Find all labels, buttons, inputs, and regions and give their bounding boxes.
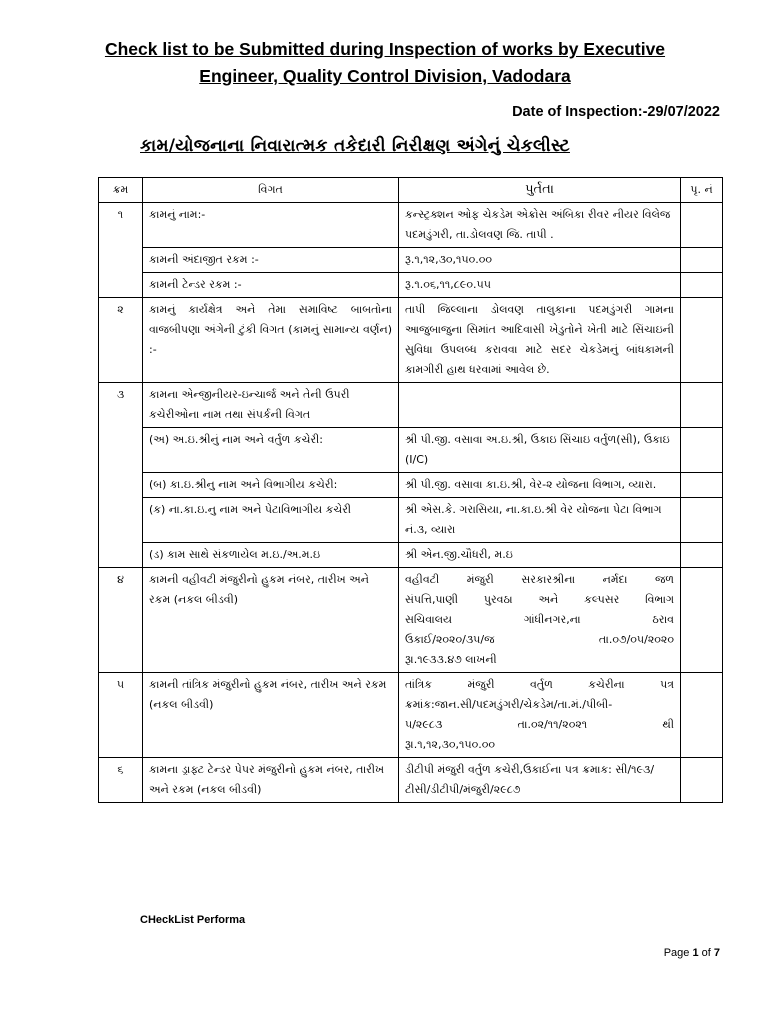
- table-row: [99, 498, 723, 543]
- page-prefix: Page: [663, 947, 693, 959]
- row-response: [399, 568, 681, 673]
- row-page: [681, 543, 723, 568]
- table-row: [99, 568, 723, 673]
- row-response: ડીટીપી મંજુરી વર્તુળ કચેરી,ઉકાઈના પત્ર ક્રમાક: સી/૧૯૩/ટીસી/ડીટીપી/મંજુરી/૨૯૮૭: [399, 758, 681, 803]
- row-page: [681, 203, 723, 248]
- table-row: [99, 248, 723, 273]
- response-line: વહીવટી મંજુરી સરકારશ્રીના નર્મદા જળ: [405, 573, 674, 586]
- row-number: ૩: [99, 383, 143, 568]
- response-line: ૫/૨૯૮૩ તા.૦૨/૧૧/૨૦૨૧ થી: [405, 718, 674, 731]
- row-detail: (ક) ના.કા.ઇ.નુ નામ અને પેટાવિભાગીય કચેરી: [143, 498, 399, 543]
- table-row: [99, 298, 723, 383]
- row-page: [681, 383, 723, 428]
- header-serial: ક્રમ: [99, 178, 143, 203]
- table-row: [99, 273, 723, 298]
- table-header-row: [99, 178, 723, 203]
- response-line: રૂ।.૧,૧૨,૩૦,૧૫૦.૦૦: [405, 738, 495, 751]
- row-detail: કામનું નામ:-: [143, 203, 399, 248]
- table-row: [99, 673, 723, 758]
- row-number: ૬: [99, 758, 143, 803]
- row-response: શ્રી એસ.કે. ગરાસિયા, ના.કા.ઇ.શ્રી વેર યોજના પેટા વિભાગ નં.૩, વ્યારા: [399, 498, 681, 543]
- page-indicator: [664, 947, 720, 959]
- row-response: શ્રી પી.જી. વસાવા અ.ઇ.શ્રી, ઉકાઇ સિંચાઇ વર્તુળ(સી), ઉકાઇ (I/C): [399, 428, 681, 473]
- row-page: [681, 568, 723, 673]
- row-page: [681, 473, 723, 498]
- row-response: રૂ.૧,૧૨,૩૦,૧૫૦.૦૦: [399, 248, 681, 273]
- document-title: [40, 36, 730, 90]
- header-detail: વિગત: [143, 178, 399, 203]
- response-line: સચિવાલય ગાંધીનગર,ના ઠરાવ: [405, 613, 674, 626]
- row-number: ૧: [99, 203, 143, 298]
- row-number: ૫: [99, 673, 143, 758]
- response-line: સંપત્તિ,પાણી પુરવઠા અને કલ્પસર વિભાગ: [405, 593, 674, 606]
- response-line: રૂ।.૧૯૩૩.૪૭ લાખની: [405, 653, 497, 666]
- title-line-2: Engineer, Quality Control Division, Vadodara: [199, 66, 571, 86]
- response-line: ઉકાઈ/૨૦૨૦/૩૫/જ તા.૦૭/૦૫/૨૦૨૦: [405, 633, 674, 646]
- row-detail: કામની ટેન્ડર રકમ :-: [143, 273, 399, 298]
- row-page: [681, 498, 723, 543]
- row-page: [681, 273, 723, 298]
- response-line: ક્રમાંક:જાન.સી/પદમડુંગરી/ચેકડેમ/તા.મં./પીબી-: [405, 698, 613, 711]
- checklist-table: [98, 177, 723, 803]
- row-detail: (બ) કા.ઇ.શ્રીનુ નામ અને વિભાગીય કચેરી:: [143, 473, 399, 498]
- row-response: રૂ.૧.૦૬,૧૧,૮૯૦.૫૫: [399, 273, 681, 298]
- table-row: [99, 383, 723, 428]
- row-page: [681, 758, 723, 803]
- row-response: [399, 673, 681, 758]
- row-detail: કામનું કાર્યક્ષેત્ર અને તેમા સમાવિષ્ટ બાબતોના વાજબીપણા અંગેની ટુંકી વિગત (કામનું સામાન્ય વર્ણન) :-: [143, 298, 399, 383]
- row-response: [399, 383, 681, 428]
- row-page: [681, 248, 723, 273]
- footer-label: CHeckList Performa: [140, 914, 246, 926]
- row-detail: કામની અંદાજીત રકમ :-: [143, 248, 399, 273]
- response-line: તાંત્રિક મંજુરી વર્તુળ કચેરીના પત્ર: [405, 678, 674, 691]
- row-detail: કામના એન્જીનીયર-ઇન્ચાર્જ અને તેની ઉપરી કચેરીઓના નામ તથા સંપર્કની વિગત: [143, 383, 399, 428]
- table-row: [99, 758, 723, 803]
- row-detail: કામની વહીવટી મંજુરીનો હુકમ નંબર, તારીખ અને રકમ (નકલ બીડવી): [143, 568, 399, 673]
- row-page: [681, 428, 723, 473]
- row-number: ૨: [99, 298, 143, 383]
- row-detail: (ડ) કામ સાથે સંકળાયેલ મ.ઇ./અ.મ.ઇ: [143, 543, 399, 568]
- row-number: ૪: [99, 568, 143, 673]
- table-row: [99, 203, 723, 248]
- date-of-inspection: Date of Inspection:-29/07/2022: [512, 104, 720, 120]
- row-response: શ્રી પી.જી. વસાવા કા.ઇ.શ્રી, વેર-૨ યોજના વિભાગ, વ્યારા.: [399, 473, 681, 498]
- row-detail: કામના ડ્રાફ્ટ ટેન્ડર પેપર મંજુરીનો હુકમ નંબર, તારીખ અને રકમ (નકલ બીડવી): [143, 758, 399, 803]
- row-page: [681, 298, 723, 383]
- row-response: કન્સ્ટ્રક્શન ઓફ ચેકડેમ એક્રોસ અંબિકા રીવર નીયર વિલેજ પદમડુંગરી, તા.ડોલવણ જિ. તાપી .: [399, 203, 681, 248]
- table-row: [99, 428, 723, 473]
- row-response: તાપી જિલ્લાના ડોલવણ તાલુકાના પદમડુંગરી ગામના આજુબાજુના સિમાંત આદિવાસી ખેડુતોને ખેતી માટે સિંચાઇની સુવિધા ઉપલબ્ધ કરાવવા માટે સદર ચેકડેમનું બાંધકામની કામગીરી હાથ ધરવામાં આવેલ છે.: [399, 298, 681, 383]
- table-row: [99, 543, 723, 568]
- header-compliance: પુર્તતા: [399, 178, 681, 203]
- row-page: [681, 673, 723, 758]
- header-page-no: પૃ. નં: [681, 178, 723, 203]
- gujarati-title: કામ/યોજનાના નિવારાત્મક તકેદારી નિરીક્ષણ અંગેનું ચેકલીસ્ટ: [140, 136, 570, 156]
- row-response: શ્રી એન.જી.ચૌધરી, મ.ઇ: [399, 543, 681, 568]
- row-detail: (અ) અ.ઇ.શ્રીનું નામ અને વર્તુળ કચેરી:: [143, 428, 399, 473]
- row-detail: કામની તાંત્રિક મંજુરીનો હુકમ નંબર, તારીખ અને રકમ (નકલ બીડવી): [143, 673, 399, 758]
- page-of: of: [698, 947, 714, 959]
- title-line-1: Check list to be Submitted during Inspection of works by Executive: [104, 39, 666, 59]
- table-row: [99, 473, 723, 498]
- page-current: 1: [692, 947, 699, 959]
- page-total: 7: [713, 947, 720, 959]
